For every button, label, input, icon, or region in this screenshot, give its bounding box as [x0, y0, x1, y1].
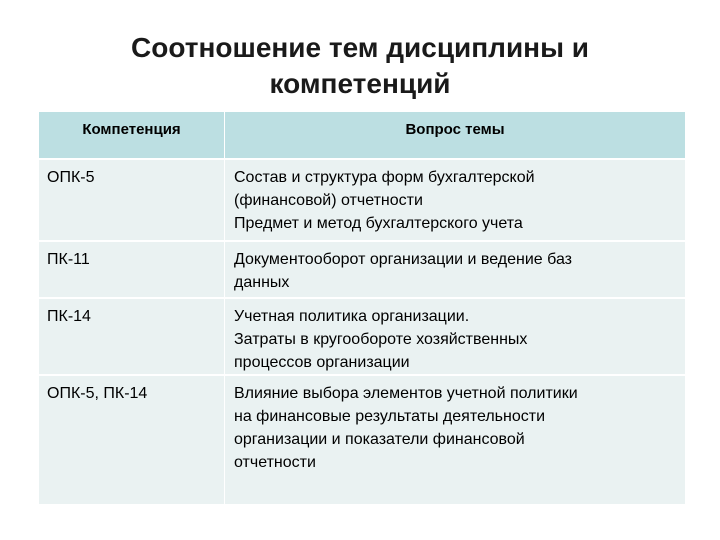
- cell-topic: [225, 159, 686, 241]
- table-row: [39, 159, 686, 241]
- page-title: [60, 30, 660, 102]
- title-line-1: Соотношение тем дисциплины и: [131, 32, 589, 63]
- header-topic: Вопрос темы: [225, 112, 686, 159]
- topic-line: Состав и структура форм бухгалтерской: [234, 169, 535, 186]
- topic-line: Затраты в кругообороте хозяйственных: [234, 331, 528, 348]
- table-row: [39, 241, 686, 298]
- cell-competence: ОПК-5: [39, 159, 225, 241]
- cell-topic: [225, 298, 686, 375]
- cell-competence: ПК-14: [39, 298, 225, 375]
- table-row: [39, 298, 686, 375]
- title-line-2: компетенций: [269, 68, 451, 99]
- cell-competence: ПК-11: [39, 241, 225, 298]
- cell-topic: [225, 241, 686, 298]
- table-header-row: [39, 112, 686, 159]
- topic-line: Учетная политика организации.: [234, 308, 470, 325]
- topic-line: процессов организации: [234, 354, 410, 371]
- topic-line: Предмет и метод бухгалтерского учета: [234, 215, 523, 232]
- header-competence: Компетенция: [39, 112, 225, 159]
- topic-line: на финансовые результаты деятельности: [234, 408, 545, 425]
- cell-competence: ОПК-5, ПК-14: [39, 375, 225, 505]
- topic-line: отчетности: [234, 454, 316, 471]
- topic-line: организации и показатели финансовой: [234, 431, 525, 448]
- cell-topic: [225, 375, 686, 505]
- topic-line: Документооборот организации и ведение баз: [234, 251, 572, 268]
- topic-line: (финансовой) отчетности: [234, 192, 423, 209]
- table-row: [39, 375, 686, 505]
- topic-line: Влияние выбора элементов учетной политики: [234, 385, 578, 402]
- topic-line: данных: [234, 274, 290, 291]
- competence-table: [38, 112, 686, 506]
